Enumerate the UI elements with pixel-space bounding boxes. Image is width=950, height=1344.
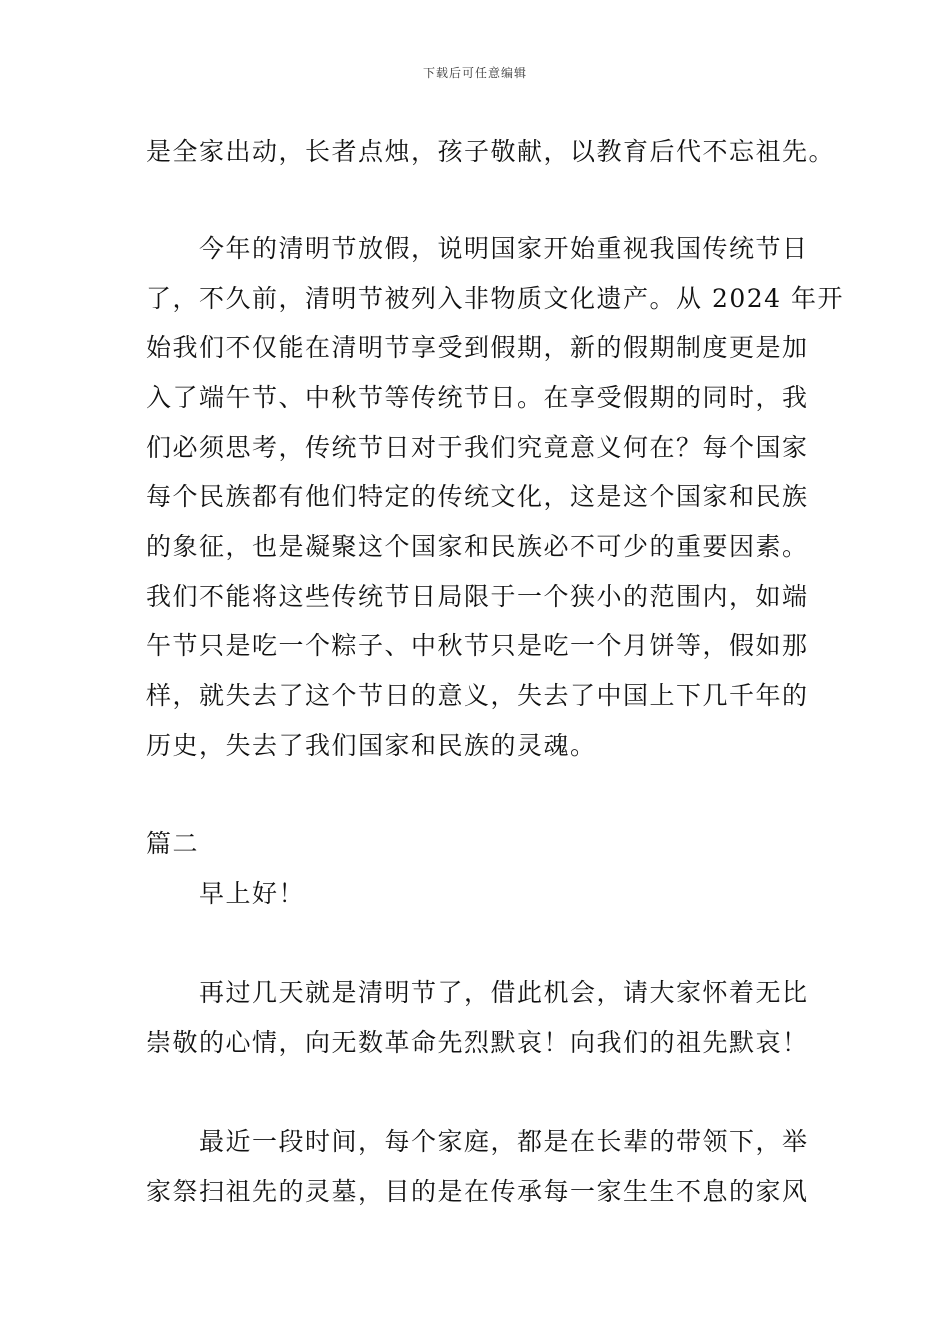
text-line: 再过几天就是清明节了，借此机会，请大家怀着无比 [146,978,809,1007]
text-line: 是全家出动，长者点烛，孩子敬献，以教育后代不忘祖先。 [146,137,836,166]
text-line: 始我们不仅能在清明节享受到假期，新的假期制度更是加 [146,333,809,362]
text-line: 我们不能将这些传统节日局限于一个狭小的范围内，如端 [146,582,809,611]
text-line: 午节只是吃一个粽子、中秋节只是吃一个月饼等，假如那 [146,631,809,660]
text-line: 历史，失去了我们国家和民族的灵魂。 [146,731,597,760]
page-header: 下载后可任意编辑 [422,66,527,80]
text-line: 们必须思考，传统节日对于我们究竟意义何在？每个国家 [146,433,809,462]
text-line: 今年的清明节放假，说明国家开始重视我国传统节日 [146,234,809,263]
text-line: 样，就失去了这个节日的意义，失去了中国上下几千年的 [146,681,809,710]
text-line: 了，不久前，清明节被列入非物质文化遗产。从 2024 年开 [146,284,845,313]
text-line: 家祭扫祖先的灵墓，目的是在传承每一家生生不息的家风 [146,1177,809,1206]
text-line: 崇敬的心情，向无数革命先烈默哀！向我们的祖先默哀！ [146,1028,809,1057]
text-line: 最近一段时间，每个家庭，都是在长辈的带领下，举 [146,1127,809,1156]
text-line: 每个民族都有他们特定的传统文化，这是这个国家和民族 [146,482,809,511]
greeting-line: 早上好！ [146,879,306,908]
section-title: 篇二 [146,829,200,858]
text-line: 入了端午节、中秋节等传统节日。在享受假期的同时，我 [146,383,809,412]
text-line: 的象征，也是凝聚这个国家和民族必不可少的重要因素。 [146,532,809,561]
